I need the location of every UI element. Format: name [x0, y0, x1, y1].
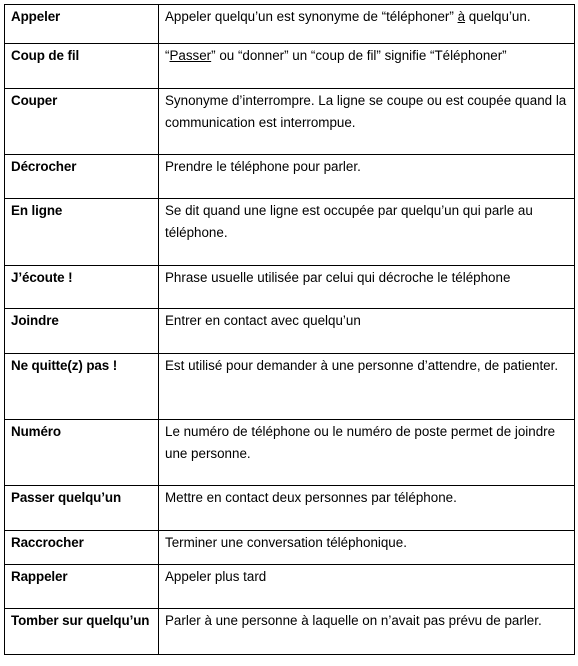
table-row — [5, 486, 575, 531]
definition-text: quelqu’un. — [465, 9, 531, 24]
table-row — [5, 89, 575, 155]
definition-underlined-text: Passer — [169, 48, 212, 63]
definition-cell — [159, 44, 575, 89]
definition-text: Appeler quelqu’un est synonyme de “téléphoner” — [165, 9, 458, 24]
term-cell: Couper — [5, 89, 159, 155]
table-row — [5, 354, 575, 420]
definition-cell: Prendre le téléphone pour parler. — [159, 155, 575, 199]
table-row — [5, 420, 575, 486]
definition-cell: Synonyme d’interrompre. La ligne se coupe ou est coupée quand la communication est interrompue. — [159, 89, 575, 155]
term-cell: Décrocher — [5, 155, 159, 199]
table-row — [5, 531, 575, 565]
definition-cell: Appeler plus tard — [159, 565, 575, 609]
table-row — [5, 266, 575, 309]
definition-cell: Le numéro de téléphone ou le numéro de poste permet de joindre une personne. — [159, 420, 575, 486]
table-row — [5, 565, 575, 609]
definition-cell: Mettre en contact deux personnes par téléphone. — [159, 486, 575, 531]
definition-text: ” ou “donner” un “coup de fil” signifie “Téléphoner” — [211, 48, 507, 63]
term-cell: En ligne — [5, 199, 159, 266]
table-row — [5, 609, 575, 655]
definition-underlined-text: à — [457, 9, 466, 24]
vocabulary-table — [4, 4, 575, 655]
term-cell: Rappeler — [5, 565, 159, 609]
term-cell: Passer quelqu’un — [5, 486, 159, 531]
table-row — [5, 199, 575, 266]
term-cell: Ne quitte(z) pas ! — [5, 354, 159, 420]
term-cell: Appeler — [5, 5, 159, 44]
definition-cell — [159, 5, 575, 44]
definition-cell: Se dit quand une ligne est occupée par quelqu’un qui parle au téléphone. — [159, 199, 575, 266]
term-cell: Numéro — [5, 420, 159, 486]
definition-cell: Est utilisé pour demander à une personne d’attendre, de patienter. — [159, 354, 575, 420]
term-cell: Raccrocher — [5, 531, 159, 565]
table-row — [5, 155, 575, 199]
table-row — [5, 44, 575, 89]
definition-cell: Parler à une personne à laquelle on n’avait pas prévu de parler. — [159, 609, 575, 655]
table-row — [5, 309, 575, 354]
definition-cell: Entrer en contact avec quelqu’un — [159, 309, 575, 354]
definition-cell: Phrase usuelle utilisée par celui qui décroche le téléphone — [159, 266, 575, 309]
term-cell: Coup de fil — [5, 44, 159, 89]
table-row — [5, 5, 575, 44]
definition-cell: Terminer une conversation téléphonique. — [159, 531, 575, 565]
definition-text: “ — [165, 48, 170, 63]
term-cell: J’écoute ! — [5, 266, 159, 309]
term-cell: Joindre — [5, 309, 159, 354]
term-cell: Tomber sur quelqu’un — [5, 609, 159, 655]
